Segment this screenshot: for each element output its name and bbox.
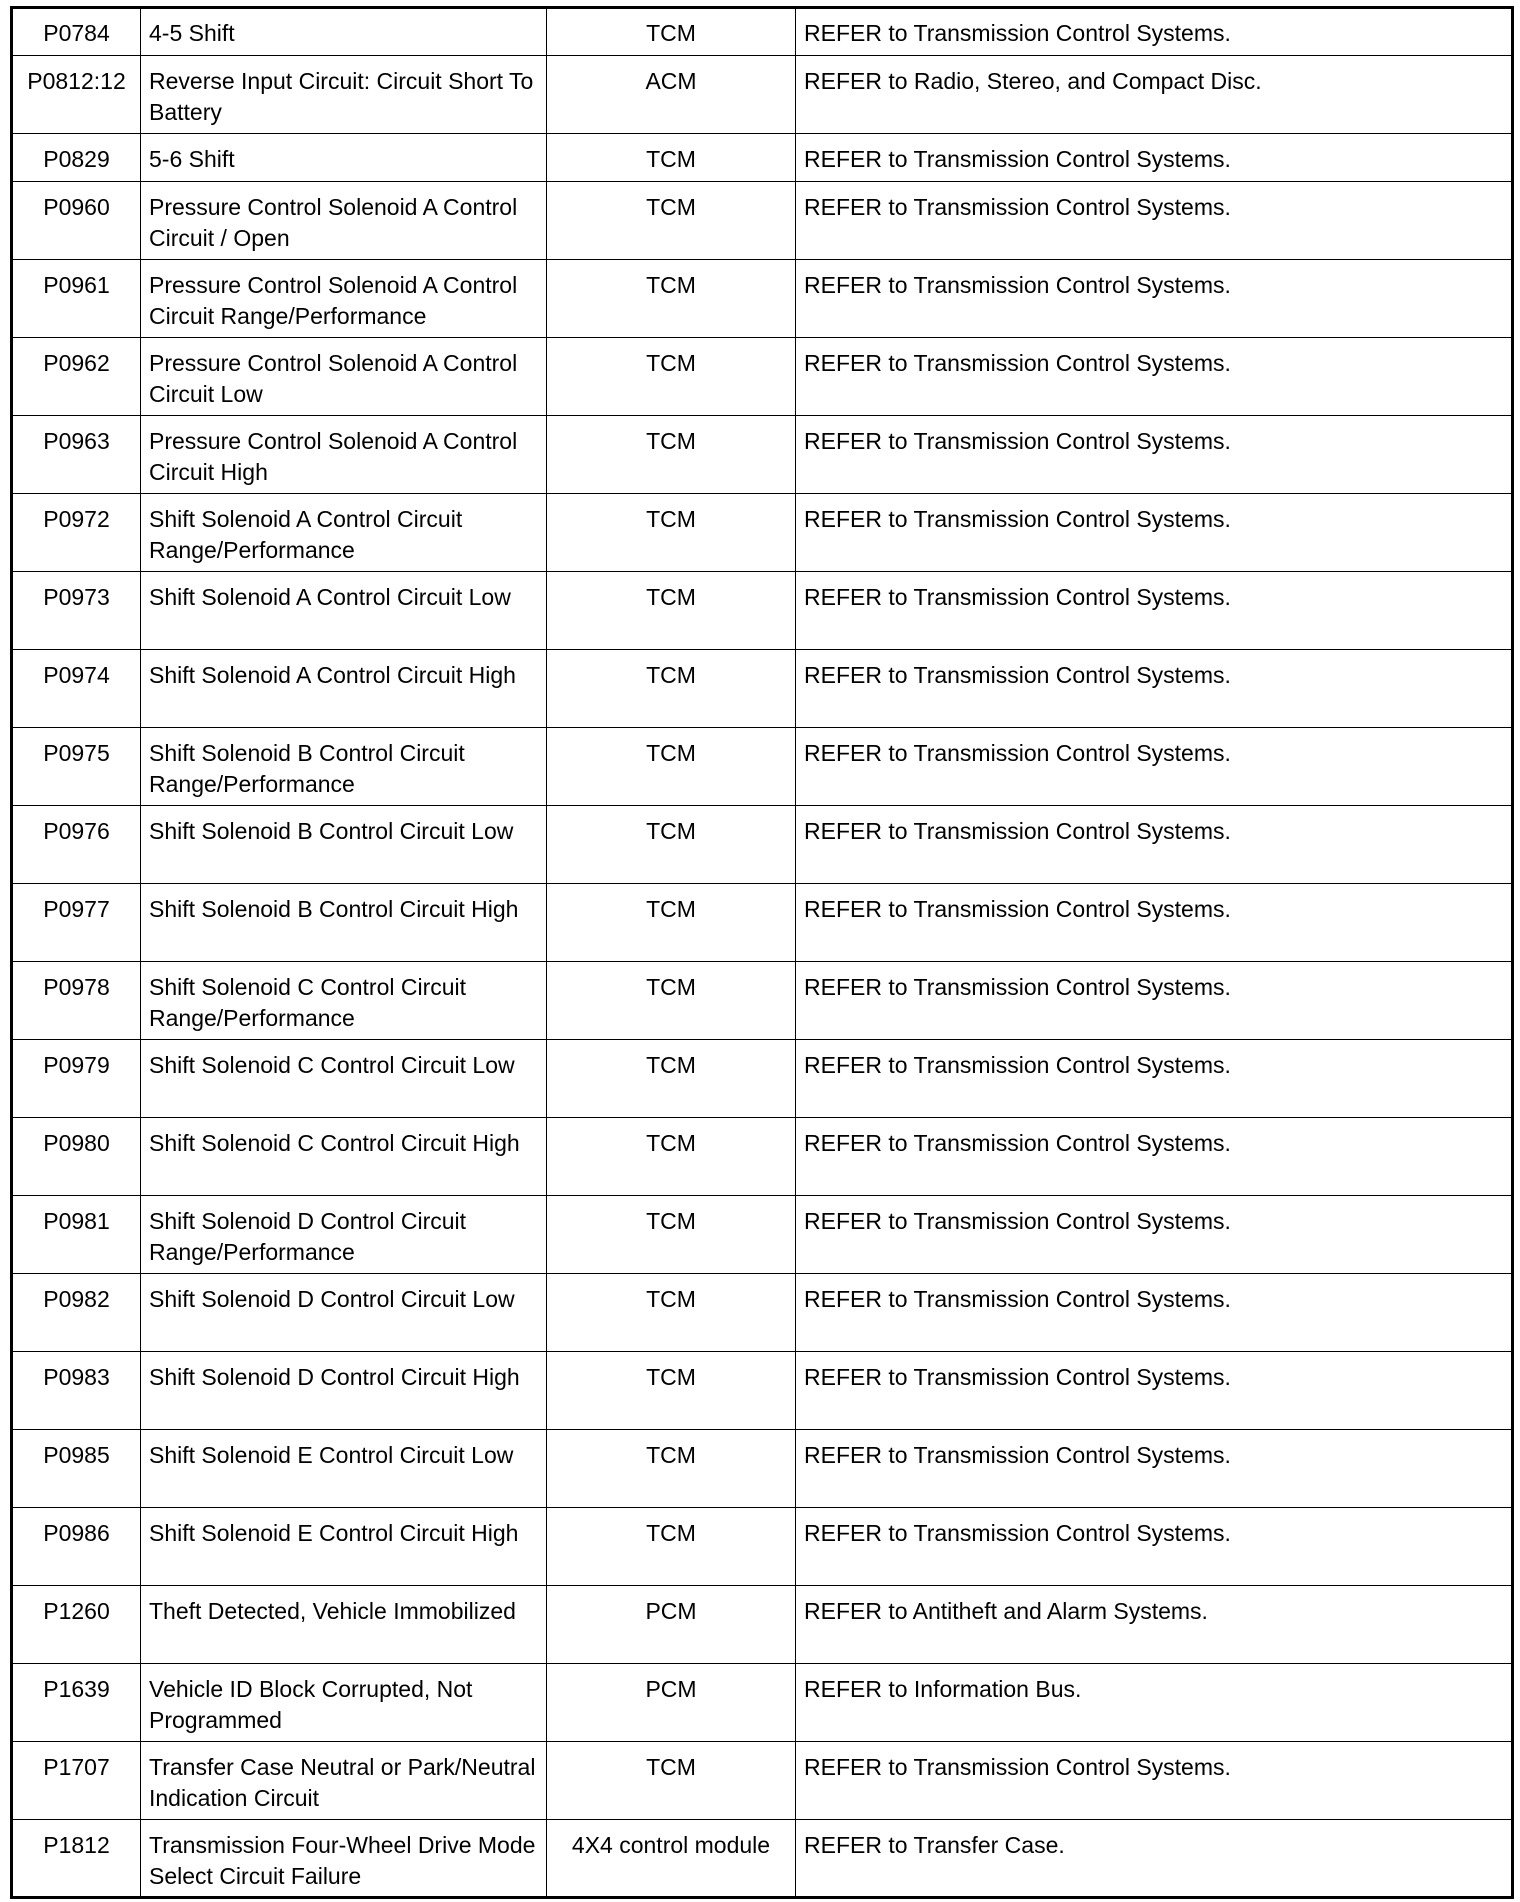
- dtc-action: REFER to Transmission Control Systems.: [796, 572, 1513, 650]
- dtc-module: ACM: [547, 56, 796, 134]
- table-row: [12, 182, 1513, 260]
- dtc-action: REFER to Transmission Control Systems.: [796, 1118, 1513, 1196]
- table-row: [12, 1586, 1513, 1664]
- dtc-action: REFER to Transmission Control Systems.: [796, 134, 1513, 182]
- table-row: [12, 806, 1513, 884]
- dtc-module: TCM: [547, 260, 796, 338]
- dtc-code: P0982: [12, 1274, 141, 1352]
- dtc-module: TCM: [547, 650, 796, 728]
- dtc-code: P0983: [12, 1352, 141, 1430]
- table-row: [12, 416, 1513, 494]
- dtc-module: TCM: [547, 884, 796, 962]
- dtc-action: REFER to Transmission Control Systems.: [796, 494, 1513, 572]
- dtc-description: Shift Solenoid C Control Circuit Range/Performance: [141, 962, 547, 1040]
- table-row: [12, 650, 1513, 728]
- dtc-module: PCM: [547, 1664, 796, 1742]
- dtc-action: REFER to Transmission Control Systems.: [796, 338, 1513, 416]
- dtc-code: P0812:12: [12, 56, 141, 134]
- dtc-description: Shift Solenoid D Control Circuit Range/Performance: [141, 1196, 547, 1274]
- dtc-description: Shift Solenoid A Control Circuit Low: [141, 572, 547, 650]
- dtc-code: P0829: [12, 134, 141, 182]
- table-row: [12, 260, 1513, 338]
- dtc-code: P0985: [12, 1430, 141, 1508]
- dtc-description: Pressure Control Solenoid A Control Circuit / Open: [141, 182, 547, 260]
- dtc-module: TCM: [547, 728, 796, 806]
- dtc-action: REFER to Radio, Stereo, and Compact Disc.: [796, 56, 1513, 134]
- dtc-module: TCM: [547, 1274, 796, 1352]
- dtc-action: REFER to Transmission Control Systems.: [796, 1742, 1513, 1820]
- dtc-action: REFER to Transmission Control Systems.: [796, 650, 1513, 728]
- table-row: [12, 338, 1513, 416]
- dtc-action: REFER to Transmission Control Systems.: [796, 1430, 1513, 1508]
- table-row: [12, 1196, 1513, 1274]
- dtc-module: 4X4 control module: [547, 1820, 796, 1898]
- dtc-code: P0978: [12, 962, 141, 1040]
- dtc-description: Pressure Control Solenoid A Control Circuit High: [141, 416, 547, 494]
- table-row: [12, 1040, 1513, 1118]
- dtc-code: P0960: [12, 182, 141, 260]
- dtc-action: REFER to Transmission Control Systems.: [796, 962, 1513, 1040]
- dtc-description: Shift Solenoid E Control Circuit Low: [141, 1430, 547, 1508]
- dtc-code: P0977: [12, 884, 141, 962]
- dtc-module: TCM: [547, 962, 796, 1040]
- dtc-description: Shift Solenoid C Control Circuit Low: [141, 1040, 547, 1118]
- dtc-code: P0980: [12, 1118, 141, 1196]
- dtc-description: Pressure Control Solenoid A Control Circuit Low: [141, 338, 547, 416]
- dtc-module: TCM: [547, 1430, 796, 1508]
- dtc-action: REFER to Transmission Control Systems.: [796, 416, 1513, 494]
- dtc-code: P1812: [12, 1820, 141, 1898]
- table-row: [12, 56, 1513, 134]
- dtc-action: REFER to Transmission Control Systems.: [796, 1508, 1513, 1586]
- table-row: [12, 494, 1513, 572]
- dtc-description: Shift Solenoid A Control Circuit High: [141, 650, 547, 728]
- dtc-table: [10, 6, 1514, 1899]
- dtc-module: TCM: [547, 1508, 796, 1586]
- dtc-module: PCM: [547, 1586, 796, 1664]
- table-row: [12, 8, 1513, 56]
- dtc-code: P1260: [12, 1586, 141, 1664]
- dtc-code: P0981: [12, 1196, 141, 1274]
- dtc-action: REFER to Transmission Control Systems.: [796, 1040, 1513, 1118]
- dtc-description: Shift Solenoid A Control Circuit Range/Performance: [141, 494, 547, 572]
- table-row: [12, 1118, 1513, 1196]
- dtc-module: TCM: [547, 134, 796, 182]
- table-row: [12, 1274, 1513, 1352]
- dtc-action: REFER to Transmission Control Systems.: [796, 728, 1513, 806]
- dtc-code: P0979: [12, 1040, 141, 1118]
- dtc-module: TCM: [547, 494, 796, 572]
- dtc-action: REFER to Transmission Control Systems.: [796, 182, 1513, 260]
- dtc-code: P0986: [12, 1508, 141, 1586]
- dtc-description: Shift Solenoid B Control Circuit Low: [141, 806, 547, 884]
- dtc-code: P0976: [12, 806, 141, 884]
- dtc-action: REFER to Transmission Control Systems.: [796, 1196, 1513, 1274]
- dtc-module: TCM: [547, 182, 796, 260]
- dtc-code: P0963: [12, 416, 141, 494]
- dtc-table-body: [12, 8, 1513, 1898]
- dtc-module: TCM: [547, 8, 796, 56]
- dtc-code: P0784: [12, 8, 141, 56]
- table-row: [12, 1742, 1513, 1820]
- dtc-description: Shift Solenoid D Control Circuit Low: [141, 1274, 547, 1352]
- dtc-module: TCM: [547, 806, 796, 884]
- dtc-module: TCM: [547, 1118, 796, 1196]
- dtc-module: TCM: [547, 416, 796, 494]
- dtc-description: 4-5 Shift: [141, 8, 547, 56]
- table-row: [12, 728, 1513, 806]
- dtc-description: 5-6 Shift: [141, 134, 547, 182]
- dtc-module: TCM: [547, 1352, 796, 1430]
- dtc-code: P0972: [12, 494, 141, 572]
- dtc-action: REFER to Transmission Control Systems.: [796, 260, 1513, 338]
- dtc-description: Theft Detected, Vehicle Immobilized: [141, 1586, 547, 1664]
- dtc-description: Pressure Control Solenoid A Control Circuit Range/Performance: [141, 260, 547, 338]
- dtc-description: Shift Solenoid E Control Circuit High: [141, 1508, 547, 1586]
- table-row: [12, 1430, 1513, 1508]
- dtc-description: Shift Solenoid C Control Circuit High: [141, 1118, 547, 1196]
- table-row: [12, 962, 1513, 1040]
- dtc-action: REFER to Transmission Control Systems.: [796, 1274, 1513, 1352]
- dtc-description: Transmission Four-Wheel Drive Mode Select Circuit Failure: [141, 1820, 547, 1898]
- dtc-description: Shift Solenoid D Control Circuit High: [141, 1352, 547, 1430]
- dtc-description: Reverse Input Circuit: Circuit Short To Battery: [141, 56, 547, 134]
- dtc-module: TCM: [547, 338, 796, 416]
- table-row: [12, 1352, 1513, 1430]
- dtc-code: P0975: [12, 728, 141, 806]
- dtc-module: TCM: [547, 1742, 796, 1820]
- table-row: [12, 1820, 1513, 1898]
- table-row: [12, 572, 1513, 650]
- dtc-code: P1639: [12, 1664, 141, 1742]
- table-row: [12, 1664, 1513, 1742]
- dtc-module: TCM: [547, 1040, 796, 1118]
- dtc-code: P1707: [12, 1742, 141, 1820]
- dtc-action: REFER to Transfer Case.: [796, 1820, 1513, 1898]
- dtc-action: REFER to Transmission Control Systems.: [796, 884, 1513, 962]
- dtc-action: REFER to Transmission Control Systems.: [796, 1352, 1513, 1430]
- dtc-description: Shift Solenoid B Control Circuit High: [141, 884, 547, 962]
- dtc-action: REFER to Information Bus.: [796, 1664, 1513, 1742]
- table-row: [12, 1508, 1513, 1586]
- dtc-module: TCM: [547, 572, 796, 650]
- dtc-module: TCM: [547, 1196, 796, 1274]
- dtc-description: Shift Solenoid B Control Circuit Range/Performance: [141, 728, 547, 806]
- table-row: [12, 134, 1513, 182]
- dtc-code: P0961: [12, 260, 141, 338]
- dtc-action: REFER to Transmission Control Systems.: [796, 8, 1513, 56]
- dtc-code: P0962: [12, 338, 141, 416]
- dtc-action: REFER to Transmission Control Systems.: [796, 806, 1513, 884]
- dtc-description: Transfer Case Neutral or Park/Neutral Indication Circuit: [141, 1742, 547, 1820]
- dtc-description: Vehicle ID Block Corrupted, Not Programmed: [141, 1664, 547, 1742]
- dtc-code: P0974: [12, 650, 141, 728]
- dtc-code: P0973: [12, 572, 141, 650]
- dtc-action: REFER to Antitheft and Alarm Systems.: [796, 1586, 1513, 1664]
- table-row: [12, 884, 1513, 962]
